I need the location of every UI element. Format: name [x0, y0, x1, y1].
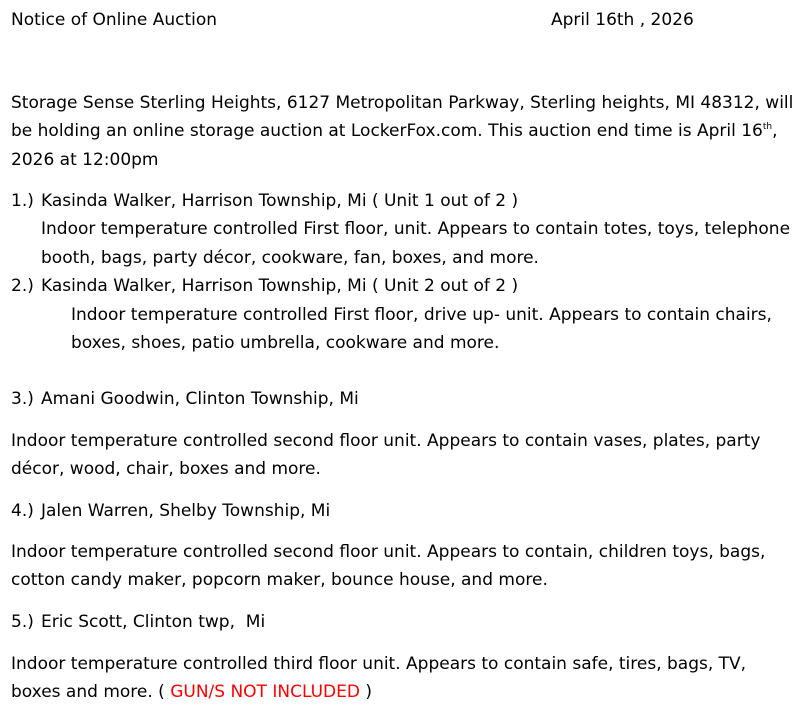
- item-name: Eric Scott, Clinton twp, Mi: [41, 612, 266, 632]
- notice-date: April 16th , 2026: [551, 10, 694, 30]
- item-number: 4.): [11, 501, 34, 521]
- item-name: Kasinda Walker, Harrison Township, Mi ( Unit 1 out of 2 ): [41, 191, 519, 211]
- item-name: Kasinda Walker, Harrison Township, Mi ( Unit 2 out of 2 ): [41, 276, 519, 296]
- item-description: Indoor temperature controlled First floor, unit. Appears to contain totes, toys, telephone: [41, 219, 791, 239]
- item-description: Indoor temperature controlled second floor unit. Appears to contain, children toys, bags,: [11, 542, 766, 562]
- item-number: 2.): [11, 276, 34, 296]
- intro-line-3: 2026 at 12:00pm: [11, 150, 159, 170]
- item-description: booth, bags, party décor, cookware, fan, boxes, and more.: [41, 248, 539, 268]
- item-description: cotton candy maker, popcorn maker, bounce house, and more.: [11, 570, 548, 590]
- item-description: [11, 682, 372, 702]
- item-number: 3.): [11, 389, 34, 409]
- ordinal-suffix: th: [762, 122, 773, 132]
- item-description: décor, wood, chair, boxes and more.: [11, 459, 321, 479]
- intro-line-2-text: be holding an online storage auction at LockerFox.com. This auction end time is April 16: [11, 121, 763, 141]
- item-description: boxes, shoes, patio umbrella, cookware and more.: [71, 333, 500, 353]
- item-description: Indoor temperature controlled First floor, drive up- unit. Appears to contain chairs,: [71, 305, 772, 325]
- item-number: 5.): [11, 612, 34, 632]
- intro-line-2-tail: ,: [772, 121, 778, 141]
- notice-title: Notice of Online Auction: [11, 10, 218, 30]
- item-description-close: ): [359, 682, 372, 702]
- item-description-text: boxes and more. (: [11, 682, 171, 702]
- gun-warning: GUN/S NOT INCLUDED: [170, 682, 360, 702]
- item-name: Jalen Warren, Shelby Township, Mi: [41, 501, 331, 521]
- item-description: Indoor temperature controlled third floor unit. Appears to contain safe, tires, bags, TV,: [11, 654, 747, 674]
- item-description: Indoor temperature controlled second floor unit. Appears to contain vases, plates, party: [11, 431, 761, 451]
- item-name: Amani Goodwin, Clinton Township, Mi: [41, 389, 359, 409]
- intro-line-2: [11, 121, 778, 141]
- intro-line-1: Storage Sense Sterling Heights, 6127 Metropolitan Parkway, Sterling heights, MI 48312, will: [11, 93, 794, 113]
- item-number: 1.): [11, 191, 34, 211]
